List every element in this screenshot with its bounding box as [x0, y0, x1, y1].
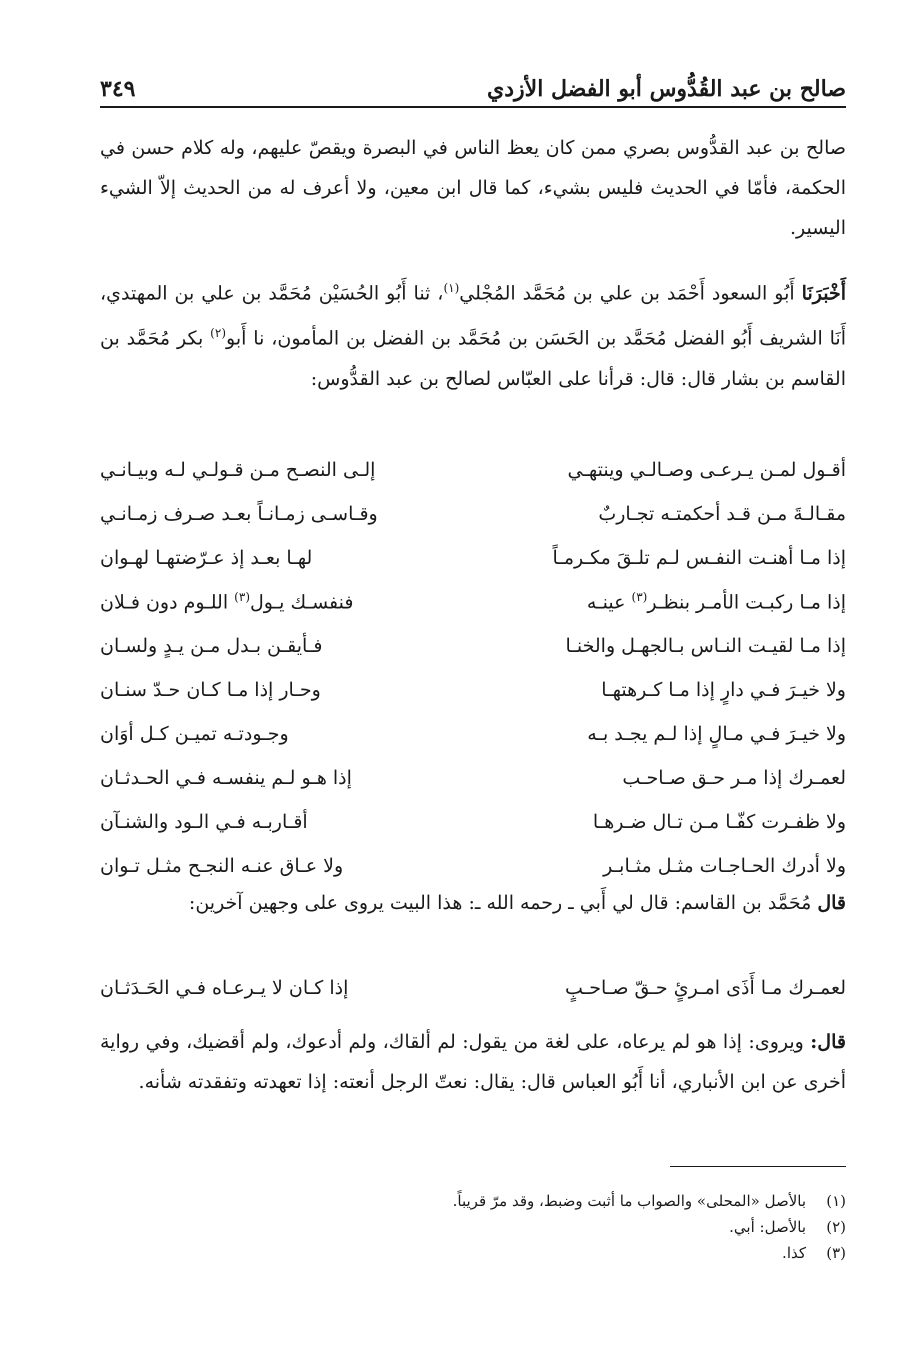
- verse-second-hemistich: إلـى النصـح مـن قـولـي لـه وبيـانـي: [100, 459, 376, 481]
- footnote: [100, 1214, 846, 1240]
- header-rule: [100, 106, 846, 108]
- after-poem-text: مُحَمَّد بن القاسم: قال لي أَبي ـ رحمه الله ـ: هذا البيت يروى على وجهين آخرين:: [188, 892, 812, 914]
- verse: [100, 668, 846, 712]
- footnote-text: كذا.: [782, 1244, 806, 1262]
- verse-first-hemistich: لعمـرك مـا أَذَى امـرئٍ حـقّ صـاحـبٍ: [565, 977, 846, 999]
- verse-second-hemistich: فنفسـك يـول$^{(٣)}$ اللـوم دون فـلان: [100, 590, 354, 614]
- verse: [100, 712, 846, 756]
- footnote-text: بالأصل: أبي.: [729, 1218, 806, 1236]
- final-paragraph: [100, 1022, 846, 1102]
- after-poem-paragraph: [100, 883, 846, 923]
- isnad-text-3: بكر مُحَمَّد بن القاسم بن بشار قال: قال: قرأنا على العبّاس لصالح بن عبد القدُّوس:: [100, 327, 846, 390]
- isnad-lead: أَخْبَرَنَا: [801, 282, 846, 305]
- verse-first-hemistich: أقـول لمـن يـرعـى وصـالـي وينتهـي: [567, 459, 846, 481]
- verse-second-hemistich: وحـار إذا مـا كـان حـدّ سنـان: [100, 679, 321, 701]
- footnote-text: بالأصل «المحلى» والصواب ما أثبت وضبط، وقد مرّ قريباً.: [452, 1192, 806, 1210]
- page-number: ٣٤٩: [100, 76, 136, 102]
- verse-first-hemistich: ولا أدرك الحـاجـات مثـل مثـابـر: [603, 855, 846, 877]
- verse-second-hemistich: لهـا بعـد إذ عـرّضتهـا لهـوان: [100, 547, 313, 569]
- isnad-text-2: ، ثنا أَبُو الحُسَيْن مُحَمَّد بن علي بن المهتدي، أَنَا الشريف أَبُو الفضل مُحَمَّد بن الحَسَن بن مُحَمَّد بن الفضل بن المأمون، نا أَبو: [100, 282, 846, 350]
- verse-second-hemistich: إذا كـان لا يـرعـاه فـي الحَـدَثـان: [100, 977, 349, 999]
- verse: [100, 492, 846, 536]
- footnote: [100, 1240, 846, 1266]
- verse: [100, 448, 846, 492]
- verse-first-hemistich: إذا مـا لقيـت النـاس بـالجهـل والخنـا: [565, 635, 846, 657]
- verse-second-hemistich: ولا عـاق عنـه النجـح مثـل تـوان: [100, 855, 344, 877]
- final-lead: قال:: [810, 1031, 846, 1053]
- verse-first-hemistich: ولا خيـرَ فـي مـالٍ إذا لـم يجـد بـه: [587, 723, 846, 745]
- verse-second-hemistich: وجـودتـه تميـن كـل أوَان: [100, 723, 289, 745]
- verse-first-hemistich: لعمـرك إذا مـر حـق صـاحـب: [622, 767, 846, 789]
- verse: [100, 536, 846, 580]
- footnote-ref-2: (٢): [210, 326, 226, 341]
- intro-paragraph: [100, 128, 846, 248]
- footnote-rule: [670, 1166, 846, 1167]
- verse-second-hemistich: فـأيقـن بـدل مـن يـدٍ ولسـان: [100, 635, 323, 657]
- running-header: [100, 62, 846, 102]
- footnote-ref-3: (٣): [234, 590, 250, 605]
- verse-first-hemistich: ولا خيـرَ فـي دارٍ إذا مـا كـرهتهـا: [601, 679, 846, 701]
- footnote: [100, 1188, 846, 1214]
- verse: [100, 624, 846, 668]
- verse-first-hemistich: ولا ظفـرت كفّـا مـن تـال ضـرهـا: [592, 811, 846, 833]
- after-poem-lead: قال: [817, 892, 846, 914]
- isnad-text-1: أَبُو السعود أَحْمَد بن علي بن مُحَمَّد المُجْلي: [459, 282, 795, 305]
- verse: [100, 844, 846, 888]
- footnote-ref-3: (٣): [631, 590, 648, 605]
- verse: [100, 756, 846, 800]
- verse-first-hemistich: مقـالـةَ مـن قـد أحكمتـه تجـاربٌ: [598, 503, 846, 525]
- verse-second-hemistich: إذا هـو لـم ينفسـه فـي الحـدثـان: [100, 767, 352, 789]
- footnote-number: (٢): [826, 1218, 846, 1236]
- variant-verse: [100, 966, 846, 1010]
- footnote-number: (٣): [826, 1244, 846, 1262]
- footnotes: [100, 1188, 846, 1266]
- verse-second-hemistich: أقـاربـه فـي الـود والشنـآن: [100, 811, 308, 833]
- intro-text: صالح بن عبد القدُّوس بصري ممن كان يعظ الناس في البصرة ويقصّ عليهم، وله كلام حسن في الحكمة، فأمّا في الحديث فليس بشيء، كما قال ابن معين، ولا أعرف له من الحديث إلاّ الشيء اليسير.: [100, 137, 846, 239]
- isnad-paragraph: [100, 268, 846, 399]
- verse-first-hemistich: إذا مـا ركبـت الأمـر بنظـر$^{(٣)}$ عينـه: [586, 590, 846, 614]
- poem: [100, 448, 846, 888]
- verse: [100, 800, 846, 844]
- verse-first-hemistich: إذا مـا أهنـت النفـس لـم تلـقَ مكـرمـاً: [552, 547, 846, 569]
- verse: [100, 580, 846, 624]
- footnote-number: (١): [826, 1192, 846, 1210]
- header-title: صالح بن عبد القُدُّوس أبو الفضل الأزدي: [487, 76, 846, 102]
- final-text: ويروى: إذا هو لم يرعاه، على لغة من يقول: لم ألقاك، ولم أدعوك، ولم أقضيك، وفي رواية أخرى عن ابن الأنباري، أنا أَبُو العباس قال: يقال: نعتّ الرجل أنعته: إذا تعهدته وتفقدته شأنه.: [100, 1031, 846, 1093]
- verse-second-hemistich: وقـاسـى زمـانـاً بعـد صـرف زمـانـي: [100, 503, 378, 525]
- footnote-ref-1: (١): [443, 281, 460, 295]
